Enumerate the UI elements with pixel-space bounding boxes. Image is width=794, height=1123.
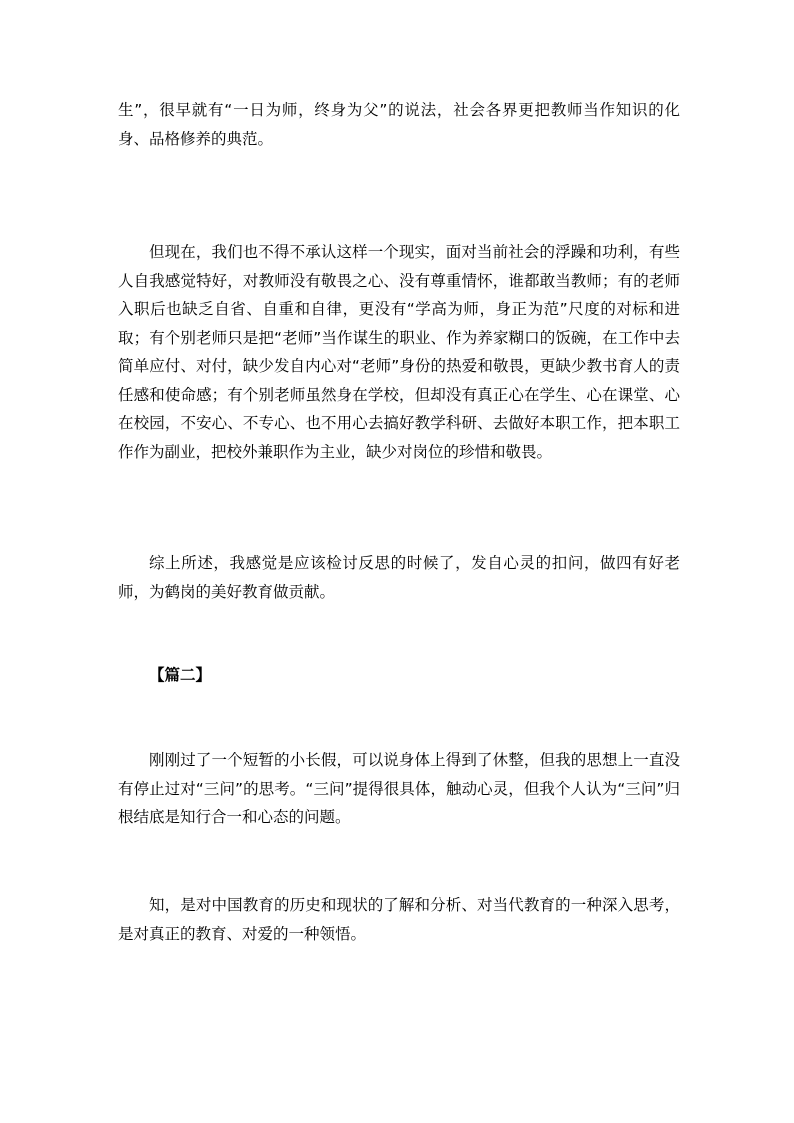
section-heading: 【篇二】 [149,666,212,684]
paragraph-4: 刚刚过了一个短暂的小长假，可以说身体上得到了休整，但我的思想上一直没有停止过对“三问”的思考。“三问”提得很具体，触动心灵，但我个人认为“三问”归根结底是知行合一和心态的问题。 [118,751,680,826]
paragraph-2: 但现在，我们也不得不承认这样一个现实，面对当前社会的浮躁和功利，有些人自我感觉特好，对教师没有敬畏之心、没有尊重情怀，谁都敢当教师；有的老师入职后也缺乏自省、自重和自律，更没有“学高为师，身正为范”尺度的对标和进取；有个别老师只是把“老师”当作谋生的职业、作为养家糊口的饭碗，在工作中去简单应付、对付，缺少发自内心对“老师”身份的热爱和敬畏，更缺少教书育人的责任感和使命感；有个别老师虽然身在学校，但却没有真正心在学生、心在课堂、心在校园，不安心、不专心、也不用心去搞好教学科研、去做好本职工作，把本职工作作为副业，把校外兼职作为主业，缺少对岗位的珍惜和敬畏。 [118,243,680,461]
paragraph-3: 综上所述，我感觉是应该检讨反思的时候了，发自心灵的扣问，做四有好老师，为鹤岗的美好教育做贡献。 [118,554,680,601]
paragraph-1: 生”，很早就有“一日为师，终身为父”的说法，社会各界更把教师当作知识的化身、品格修养的典范。 [118,101,680,148]
paragraph-5: 知，是对中国教育的历史和现状的了解和分析、对当代教育的一种深入思考，是对真正的教育、对爱的一种领悟。 [118,896,680,943]
